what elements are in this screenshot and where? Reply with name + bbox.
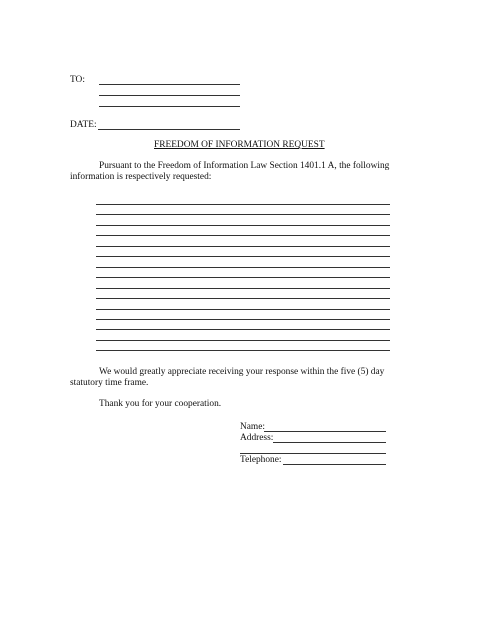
request-line — [96, 350, 390, 351]
request-line — [96, 329, 390, 330]
telephone-label: Telephone: — [240, 455, 282, 465]
request-line — [96, 319, 390, 320]
to-line-3 — [99, 106, 240, 107]
date-label: DATE: — [70, 120, 97, 130]
intro-line-2: information is respectively requested: — [70, 172, 212, 182]
request-line — [96, 277, 390, 278]
request-line — [96, 204, 390, 205]
telephone-line — [283, 464, 386, 465]
intro-line-1: Pursuant to the Freedom of Information Law Section 1401.1 A, the following — [99, 161, 390, 171]
request-line — [96, 288, 390, 289]
date-line — [98, 129, 240, 130]
name-label: Name: — [240, 422, 265, 432]
to-label: TO: — [70, 75, 85, 85]
name-line — [264, 431, 386, 432]
to-line-1 — [99, 84, 240, 85]
request-line — [96, 246, 390, 247]
closing-line-1: We would greatly appreciate receiving your response within the five (5) day — [99, 367, 385, 377]
address-label: Address: — [240, 433, 274, 443]
request-line — [96, 225, 390, 226]
document-title: FREEDOM OF INFORMATION REQUEST — [154, 140, 325, 150]
address-line — [273, 442, 386, 443]
closing-line-2: statutory time frame. — [70, 378, 149, 388]
request-line — [96, 309, 390, 310]
request-line — [96, 256, 390, 257]
request-line — [96, 235, 390, 236]
thanks-text: Thank you for your cooperation. — [99, 399, 222, 409]
address-line-2 — [240, 453, 386, 454]
request-line — [96, 267, 390, 268]
request-line — [96, 298, 390, 299]
request-line — [96, 214, 390, 215]
request-line — [96, 340, 390, 341]
to-line-2 — [99, 95, 240, 96]
